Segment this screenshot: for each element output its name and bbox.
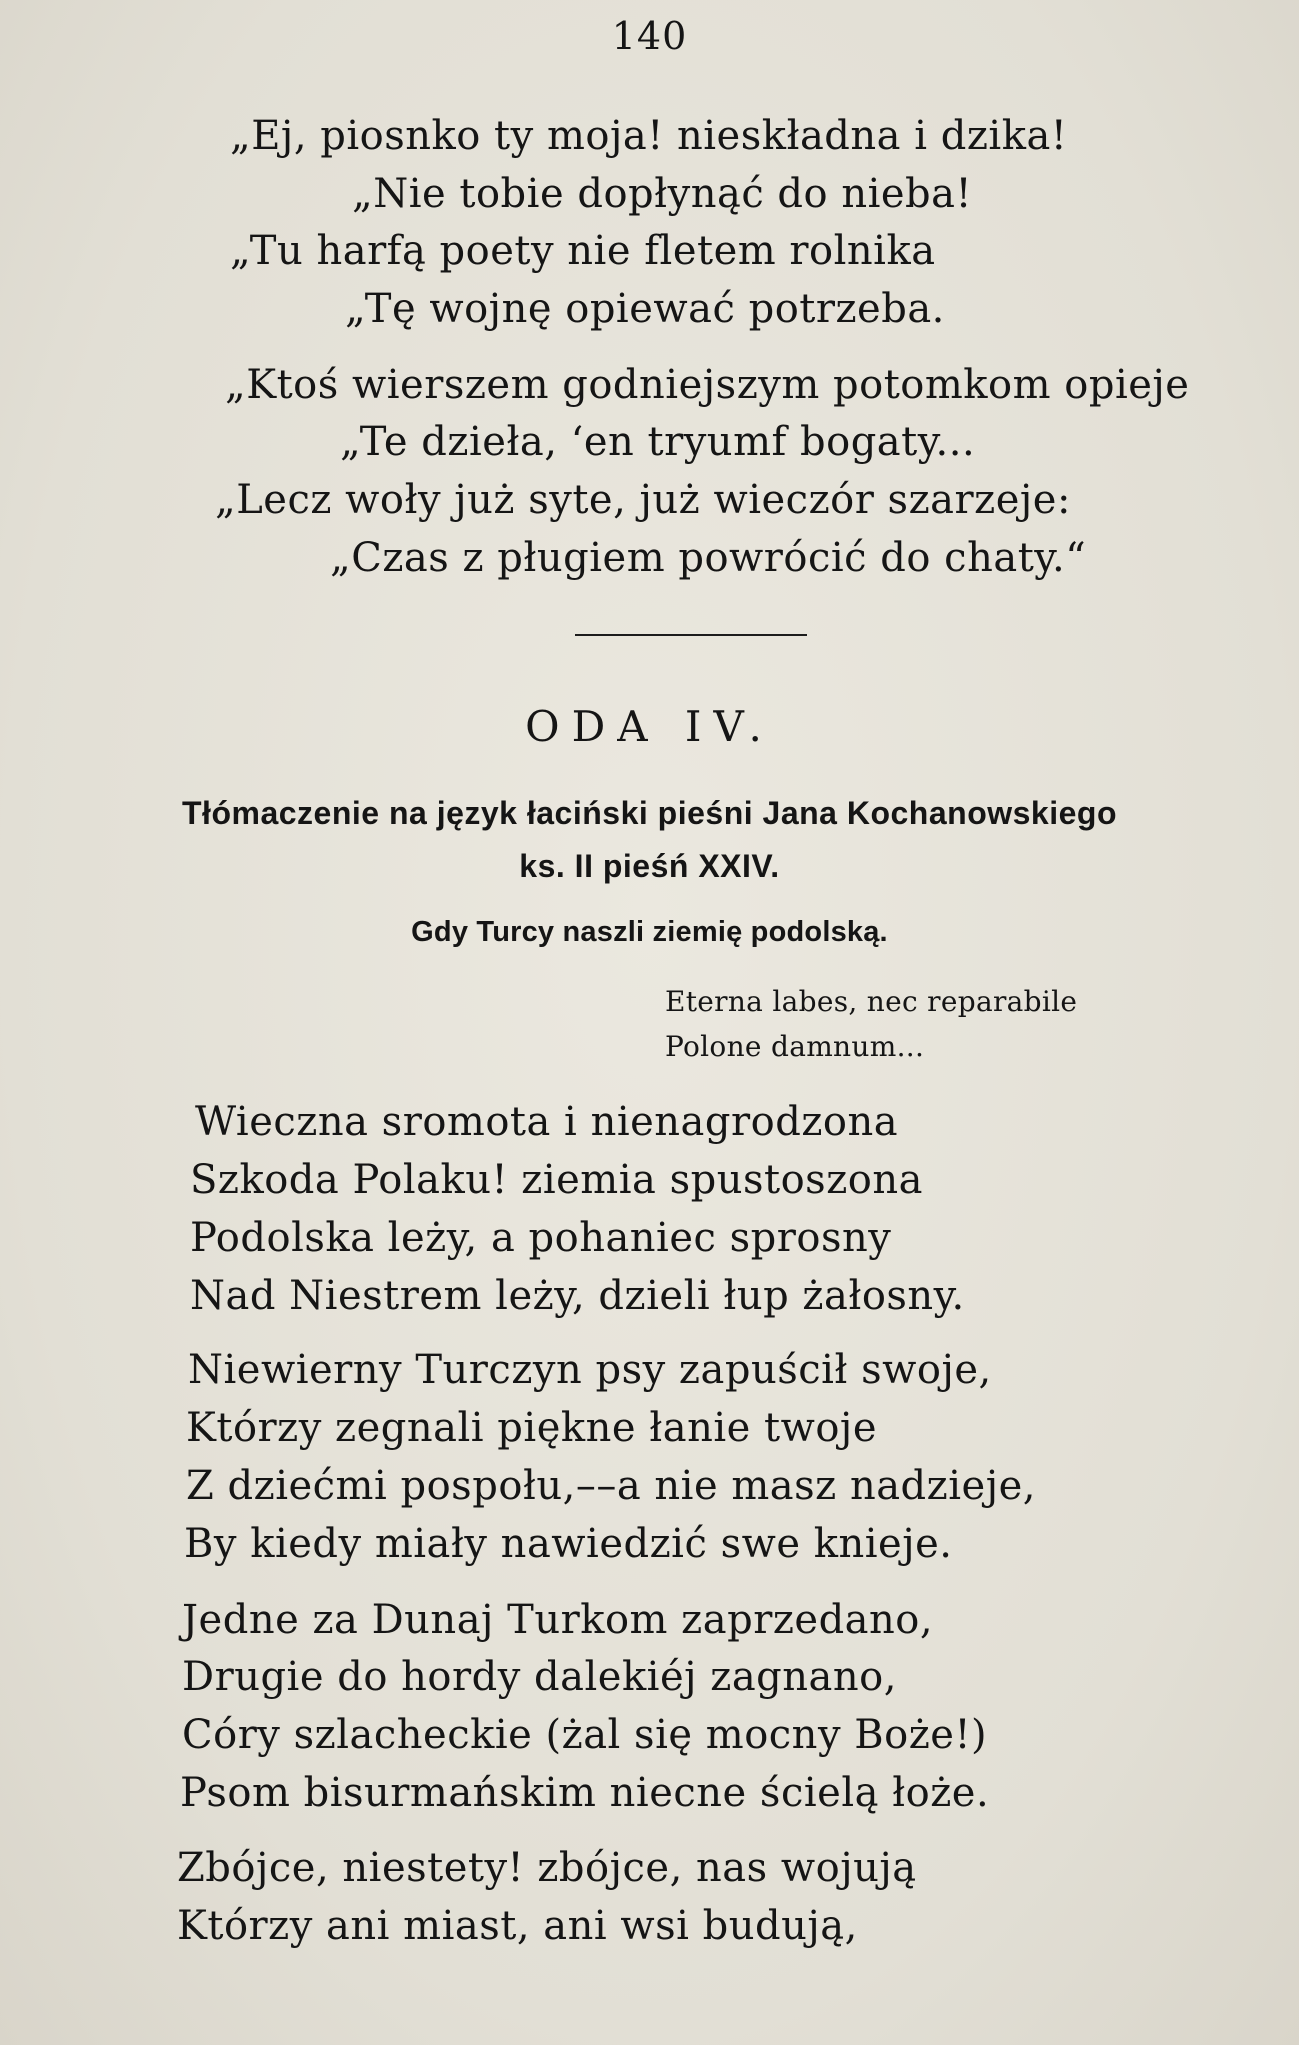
poem-line: Szkoda Polaku! ziemia spustoszona: [190, 1157, 923, 1203]
verse-line: „Czas z pługiem powrócić do chaty.“: [330, 535, 1087, 581]
poem-line: Drugie do hordy dalekiéj zagnano,: [182, 1654, 897, 1700]
poem-line: Którzy ani miast, ani wsi budują,: [177, 1903, 858, 1949]
subtitle-translation-note: Tłómaczenie na język łaciński pieśni Jana Kochanowskiego: [182, 795, 1117, 831]
poem-line: Córy szlacheckie (żal się mocny Boże!): [182, 1712, 988, 1758]
page-number: 140: [611, 14, 688, 58]
verse-line: „Lecz woły już syte, już wieczór szarzeje:: [215, 477, 1071, 523]
epigraph-line: Polone damnum...: [665, 1030, 925, 1063]
subtitle-occasion: Gdy Turcy naszli ziemię podolską.: [411, 916, 888, 948]
epigraph-line: Eterna labes, nec reparabile: [665, 985, 1078, 1018]
poem-line: Wieczna sromota i nienagrodzona: [195, 1099, 899, 1145]
verse-line: „Ktoś wierszem godniejszym potomkom opieje: [225, 362, 1190, 408]
verse-line: „Nie tobie dopłynąć do nieba!: [352, 171, 973, 217]
poem-line: Którzy zegnali piękne łanie twoje: [186, 1405, 877, 1451]
ode-title: ODA IV.: [525, 702, 774, 751]
verse-line: „Ej, piosnko ty moja! nieskładna i dzika!: [230, 113, 1068, 159]
poem-line: Zbójce, niestety! zbójce, nas wojują: [177, 1845, 917, 1891]
poem-line: Z dziećmi pospołu,––a nie masz nadzieje,: [186, 1463, 1036, 1509]
poem-line: Niewierny Turczyn psy zapuścił swoje,: [188, 1347, 992, 1393]
verse-line: „Tu harfą poety nie fletem rolnika: [230, 228, 936, 274]
verse-line: „Te dzieła, ‘en tryumf bogaty...: [340, 419, 976, 465]
poem-line: Nad Niestrem leży, dzieli łup żałosny.: [190, 1273, 965, 1319]
subtitle-book-reference: ks. II pieśń XXIV.: [519, 848, 780, 884]
poem-line: Jedne za Dunaj Turkom zaprzedano,: [182, 1597, 934, 1643]
poem-line: Podolska leży, a pohaniec sprosny: [190, 1215, 892, 1261]
poem-line: By kiedy miały nawiedzić swe knieje.: [184, 1521, 953, 1567]
poem-line: Psom bisurmańskim niecne ścielą łoże.: [180, 1770, 990, 1816]
section-divider: [575, 634, 807, 636]
verse-line: „Tę wojnę opiewać potrzeba.: [345, 286, 945, 332]
